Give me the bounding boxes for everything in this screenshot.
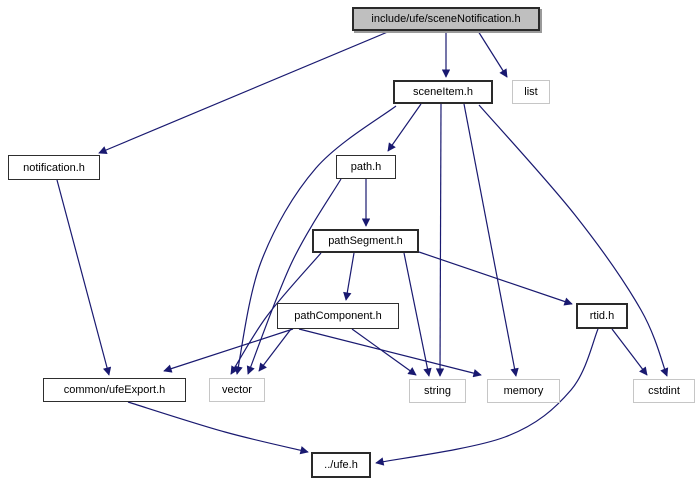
edge-pathComponent-to-ufeExport (164, 329, 293, 371)
node-std-memory-header: memory (487, 379, 560, 403)
edge-pathSegment-to-pathComponent (346, 253, 354, 300)
edge-sceneNotification-to-notification (99, 31, 390, 153)
node-path-component-header[interactable]: pathComponent.h (277, 303, 399, 329)
node-std-list-header: list (512, 80, 550, 104)
edge-pathSegment-to-rtid (419, 252, 572, 304)
edge-sceneItem-to-string (440, 104, 441, 376)
node-std-vector-header: vector (209, 378, 265, 402)
node-path-header[interactable]: path.h (336, 155, 396, 179)
node-rtid-header[interactable]: rtid.h (576, 303, 628, 329)
edge-ufeExport-to-ufe (128, 402, 308, 452)
edge-pathSegment-to-string (404, 253, 429, 376)
edge-pathComponent-to-memory (299, 329, 481, 375)
node-std-string-header: string (409, 379, 466, 403)
edge-sceneItem-to-cstdint (479, 105, 667, 376)
node-scene-notification-header: include/ufe/sceneNotification.h (352, 7, 540, 31)
node-path-segment-header[interactable]: pathSegment.h (312, 229, 419, 253)
node-notification-header[interactable]: notification.h (8, 155, 100, 180)
edge-notification-to-ufeExport (57, 180, 109, 375)
node-scene-item-header[interactable]: sceneItem.h (393, 80, 493, 104)
edge-path-to-vector (248, 179, 341, 374)
edge-sceneNotification-to-list (478, 31, 507, 77)
node-ufe-header[interactable]: ../ufe.h (311, 452, 371, 478)
node-ufe-export-header[interactable]: common/ufeExport.h (43, 378, 186, 402)
node-std-cstdint-header: cstdint (633, 379, 695, 403)
edge-sceneItem-to-path (388, 104, 421, 151)
edge-sceneItem-to-memory (464, 104, 516, 376)
edge-rtid-to-cstdint (612, 329, 647, 375)
edge-pathComponent-to-string (352, 329, 416, 375)
